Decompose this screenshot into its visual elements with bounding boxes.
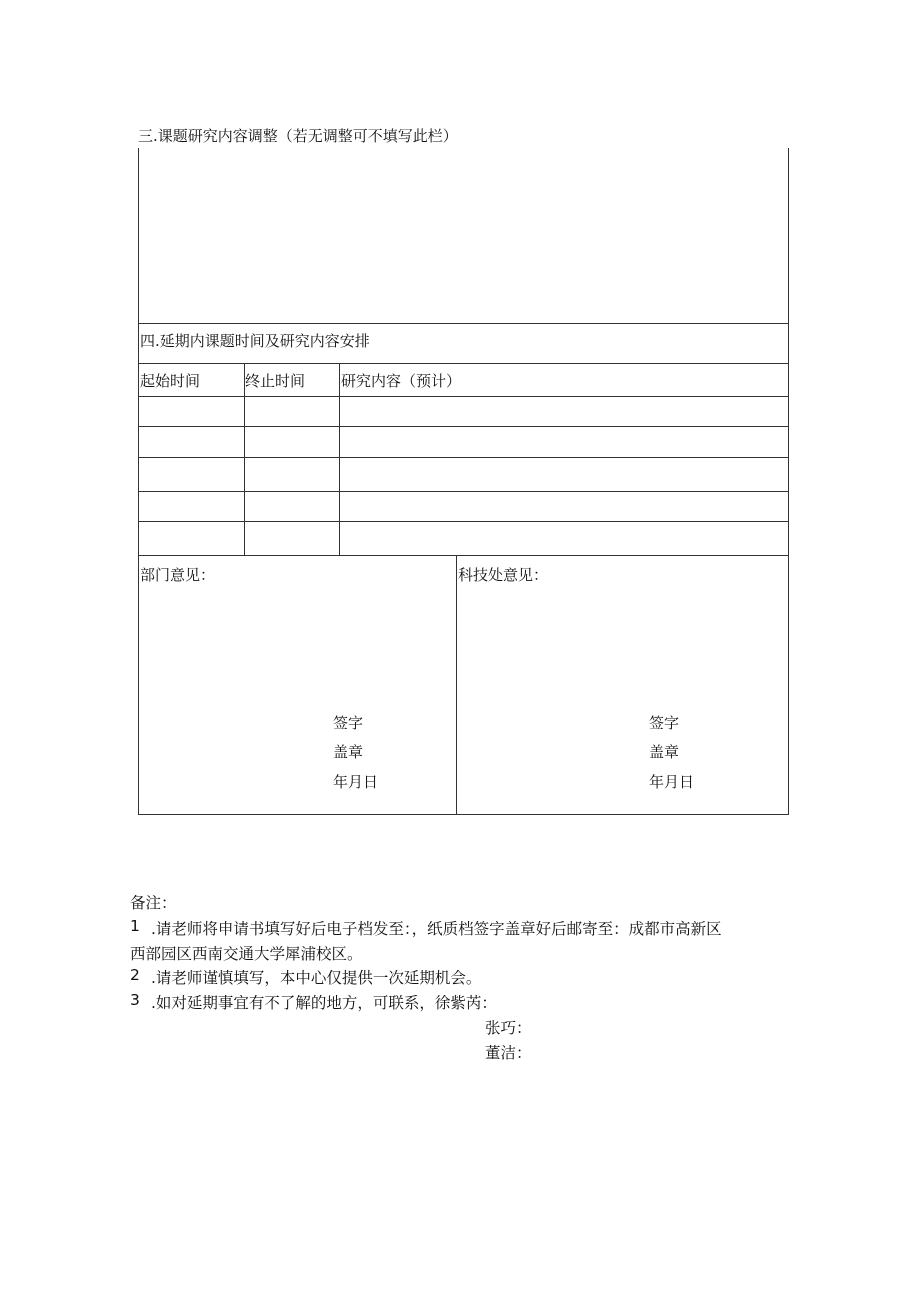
- row-divider: [138, 491, 789, 492]
- dept-seal-label: 盖章: [333, 743, 364, 761]
- tech-date-label: 年月日: [649, 773, 695, 791]
- tech-sign-label: 签字: [649, 714, 680, 732]
- section4-title: 四.延期内课题时间及研究内容安排: [140, 332, 370, 350]
- row-divider: [138, 363, 789, 364]
- opinions-divider: [456, 555, 457, 814]
- contact-zhang: 张巧：: [485, 1019, 532, 1037]
- note-number: 3: [130, 991, 140, 1009]
- column-header-research-content: 研究内容（预计）: [341, 372, 462, 390]
- row-divider: [138, 396, 789, 397]
- dept-sign-label: 签字: [333, 714, 364, 732]
- contact-dong: 董洁：: [485, 1044, 532, 1062]
- dept-date-label: 年月日: [333, 773, 379, 791]
- row-divider: [138, 426, 789, 427]
- column-divider: [339, 363, 340, 555]
- column-header-start-time: 起始时间: [140, 372, 201, 390]
- note-item-1: .请老师将申请书填写好后电子档发至：，纸质档签字盖章好后邮寄至：成都市高新区: [151, 920, 722, 938]
- table-left-border: [138, 148, 139, 815]
- tech-opinion-label: 科技处意见：: [458, 566, 549, 584]
- row-divider: [138, 521, 789, 522]
- dept-opinion-label: 部门意见：: [140, 566, 216, 584]
- row-divider: [138, 555, 789, 556]
- column-header-end-time: 终止时间: [245, 372, 306, 390]
- section3-title: 三.课题研究内容调整（若无调整可不填写此栏）: [138, 127, 458, 145]
- tech-seal-label: 盖章: [649, 743, 680, 761]
- row-divider: [138, 457, 789, 458]
- table-right-border: [788, 148, 789, 815]
- note-item-3: .如对延期事宜有不了解的地方，可联系，徐紫芮：: [151, 994, 497, 1012]
- note-item-1-continued: 西部园区西南交通大学犀浦校区。: [130, 945, 363, 963]
- column-divider: [244, 363, 245, 555]
- row-divider: [138, 323, 789, 324]
- table-bottom-border: [138, 814, 789, 815]
- note-item-2: .请老师谨慎填写，本中心仅提供一次延期机会。: [151, 969, 482, 987]
- note-number: 1: [130, 917, 140, 935]
- notes-title: 备注：: [130, 894, 177, 912]
- note-number: 2: [130, 966, 140, 984]
